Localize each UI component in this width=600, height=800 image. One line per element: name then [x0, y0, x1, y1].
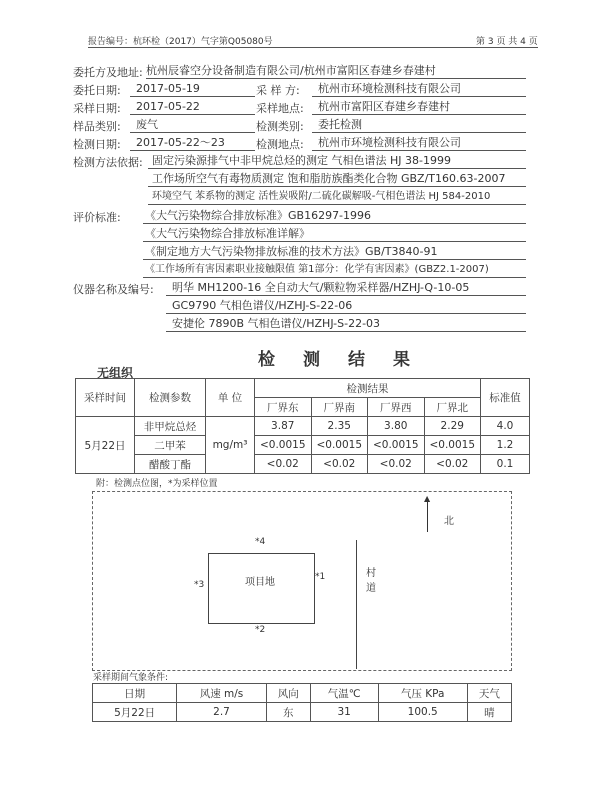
header-point: 厂界东 [255, 398, 312, 417]
north-arrow-icon [427, 500, 428, 532]
method-item: 固定污染源排气中非甲烷总烃的测定 气相色谱法 HJ 38-1999 [148, 154, 526, 169]
instrument-item: 安捷伦 7890B 气相色谱仪/HZHJ-S-22-03 [166, 317, 526, 332]
value-cell: 3.87 [255, 417, 312, 436]
method-label: 检测方法依据: [73, 156, 143, 169]
weather-value: 5月22日 [93, 703, 177, 722]
value-cell: 3.80 [368, 417, 425, 436]
standard-cell: 0.1 [481, 455, 530, 474]
report-number: 报告编号：杭环检（2017）气字第Q05080号 [88, 37, 273, 47]
header-point: 厂界南 [311, 398, 368, 417]
value-cell: 2.35 [311, 417, 368, 436]
category: 废气 [130, 118, 255, 133]
weather-value: 100.5 [378, 703, 467, 722]
unit-cell: mg/m³ [206, 417, 255, 474]
client-value: 杭州辰睿空分设备制造有限公司/杭州市富阳区春建乡春建村 [146, 64, 526, 79]
test-type: 委托检测 [312, 118, 526, 133]
instrument-item: 明华 MH1200-16 全自动大气/颗粒物采样器/HZHJ-Q-10-05 [166, 281, 526, 296]
standard-item: 《大气污染物综合排放标准详解》 [143, 227, 526, 242]
test-date-label: 检测日期: [73, 138, 121, 151]
sample-date-label: 采样日期: [73, 102, 121, 115]
road-line [356, 540, 357, 669]
instrument-label: 仪器名称及编号: [73, 283, 154, 296]
weather-caption: 采样期间气象条件: [93, 673, 169, 683]
header-time: 采样时间 [76, 379, 135, 417]
weather-value: 晴 [467, 703, 511, 722]
header-unit: 单 位 [206, 379, 255, 417]
table-row [76, 436, 530, 455]
weather-value: 东 [266, 703, 310, 722]
weather-value: 2.7 [177, 703, 266, 722]
standard-item: 《大气污染物综合排放标准》GB16297-1996 [143, 209, 526, 224]
sampler: 杭州市环境检测科技有限公司 [312, 82, 526, 97]
table-row [76, 417, 530, 436]
project-site-label: 项目地 [245, 577, 275, 588]
value-cell: <0.02 [255, 455, 312, 474]
sampler-label: 采 样 方: [256, 84, 300, 97]
header-point: 厂界西 [368, 398, 425, 417]
results-title: 检测结果 [258, 350, 438, 370]
weather-header: 风速 m/s [177, 684, 266, 703]
weather-header: 天气 [467, 684, 511, 703]
sample-date: 2017-05-22 [130, 100, 255, 115]
table-row [93, 703, 512, 722]
entrust-date: 2017-05-19 [130, 82, 255, 97]
results-table [75, 378, 530, 474]
sample-point-4: *4 [255, 537, 266, 547]
weather-table [92, 683, 512, 722]
param-cell: 醋酸丁酯 [135, 455, 206, 474]
header-result: 检测结果 [255, 379, 481, 398]
standard-label: 评价标准: [73, 211, 121, 224]
page-indicator: 第 3 页 共 4 页 [476, 37, 538, 47]
project-site-box [208, 553, 315, 624]
param-cell: 非甲烷总烃 [135, 417, 206, 436]
results-subtitle: 无组织 [97, 366, 134, 380]
diagram-caption: 附：检测点位图，*为采样位置 [96, 479, 218, 489]
weather-header: 气温℃ [310, 684, 378, 703]
north-label: 北 [444, 516, 454, 527]
test-site: 杭州市环境检测科技有限公司 [312, 136, 526, 151]
header-param: 检测参数 [135, 379, 206, 417]
weather-header: 风向 [266, 684, 310, 703]
header-divider [88, 47, 538, 48]
client-label: 委托方及地址: [73, 66, 143, 79]
table-row [76, 455, 530, 474]
weather-header: 气压 KPa [378, 684, 467, 703]
value-cell: <0.0015 [368, 436, 425, 455]
sample-point-2: *2 [255, 625, 266, 635]
value-cell: 2.29 [424, 417, 481, 436]
test-date: 2017-05-22～23 [130, 136, 255, 151]
test-site-label: 检测地点: [256, 138, 304, 151]
standard-cell: 1.2 [481, 436, 530, 455]
weather-header: 日期 [93, 684, 177, 703]
value-cell: <0.0015 [311, 436, 368, 455]
value-cell: <0.02 [368, 455, 425, 474]
param-cell: 二甲苯 [135, 436, 206, 455]
standard-item: 《工作场所有害因素职业接触限值 第1部分：化学有害因素》(GBZ2.1-2007) [143, 263, 526, 278]
entrust-date-label: 委托日期: [73, 84, 121, 97]
header-standard: 标准值 [481, 379, 530, 417]
north-arrow-head-icon: ▲ [424, 494, 431, 503]
method-item: 工作场所空气有毒物质测定 饱和脂肪族酯类化合物 GBZ/T160.63-2007 [148, 172, 526, 187]
sample-site-label: 采样地点: [256, 102, 304, 115]
value-cell: <0.02 [311, 455, 368, 474]
instrument-item: GC9790 气相色谱仪/HZHJ-S-22-06 [166, 299, 526, 314]
header-point: 厂界北 [424, 398, 481, 417]
road-label: 村道 [366, 568, 376, 594]
weather-value: 31 [310, 703, 378, 722]
sample-point-3: *3 [194, 580, 205, 590]
test-type-label: 检测类别: [256, 120, 304, 133]
sample-site: 杭州市富阳区春建乡春建村 [312, 100, 526, 115]
value-cell: <0.0015 [424, 436, 481, 455]
standard-item: 《制定地方大气污染物排放标准的技术方法》GB/T3840-91 [143, 245, 526, 260]
method-item: 环境空气 苯系物的测定 活性炭吸附/二硫化碳解吸-气相色谱法 HJ 584-2010 [148, 190, 526, 205]
standard-cell: 4.0 [481, 417, 530, 436]
sample-date-cell: 5月22日 [76, 417, 135, 474]
value-cell: <0.02 [424, 455, 481, 474]
sample-point-1: *1 [315, 572, 326, 582]
category-label: 样品类别: [73, 120, 121, 133]
value-cell: <0.0015 [255, 436, 312, 455]
